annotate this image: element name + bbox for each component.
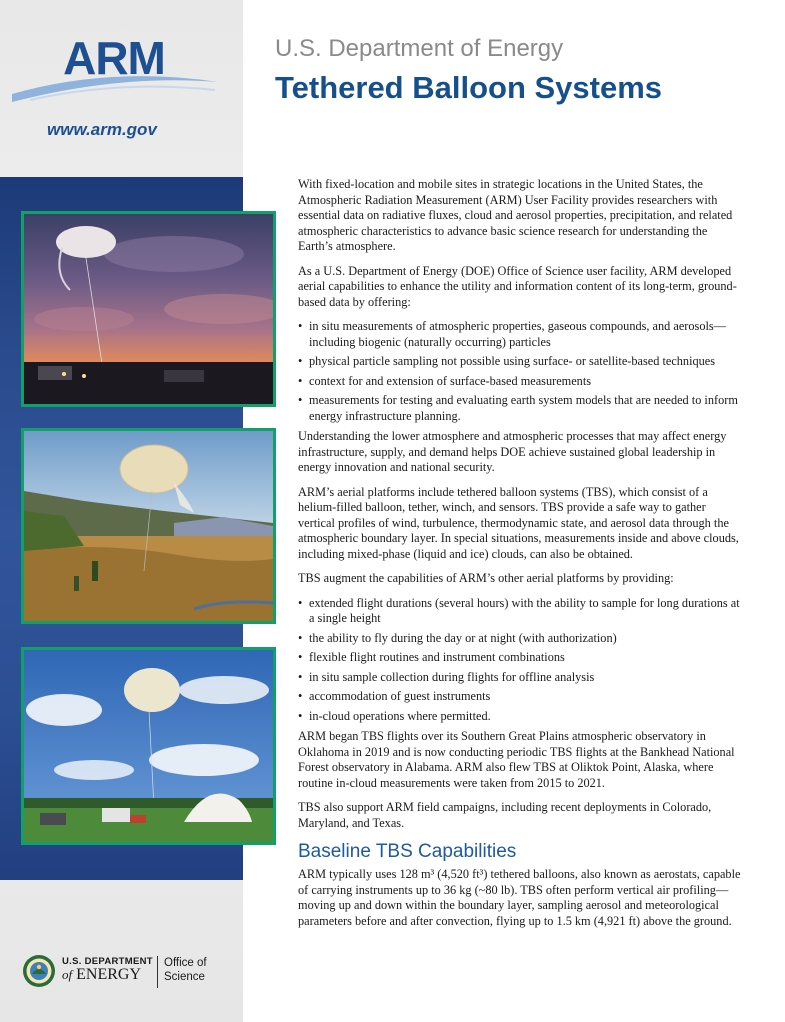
paragraph-doe-facility: As a U.S. Department of Energy (DOE) Office of Science user facility, ARM developed aerial capabilities to enhance the utility and information content of its long-term, ground-based data by offering: (298, 263, 737, 309)
list-item: • the ability to fly during the day or at night (with authorization) (298, 631, 744, 647)
list-item: • in-cloud operations where permitted. (298, 709, 744, 725)
photo-balloon-field (21, 647, 276, 845)
doe-line2 (62, 966, 141, 984)
office-line1: Office of (164, 957, 207, 969)
doe-line1: U.S. DEPARTMENT (62, 956, 153, 967)
photo-balloon-dusk (21, 211, 276, 407)
doe-seal-icon (22, 954, 56, 988)
doe-line2-main: ENERGY (76, 966, 142, 983)
intro-paragraph: With fixed-location and mobile sites in strategic locations in the United States, the Atmospheric Radiation Measurement (ARM) User Facility provides researchers with essential data on radiative fluxes, cloud and aerosol properties, precipitation, and related atmospheric characteristics to advance basic science research for understanding the Earth’s atmosphere. (298, 177, 733, 253)
paragraph-tbs-augment: TBS augment the capabilities of ARM’s other aerial platforms by providing: (298, 571, 674, 585)
office-of-science (164, 956, 207, 984)
list-item: • accommodation of guest instruments (298, 689, 744, 705)
list-item: • context for and extension of surface-based measurements (298, 374, 744, 390)
paragraph-baseline: ARM typically uses 128 m³ (4,520 ft³) tethered balloons, also known as aerostats, capable of carrying instruments up to 36 kg (~80 lb). TBS often perform vertical air profiling—moving up and down within the boundary layer, sampling aerosol and meteorological parameters before and after convection, flying up to 1.5 km (4,921 ft) above the ground. (298, 867, 741, 928)
logo-divider (157, 956, 158, 988)
arm-logo-text: ARM (63, 32, 165, 84)
list-aerial-capabilities (298, 319, 744, 424)
list-item: • measurements for testing and evaluating earth system models that are needed to inform energy infrastructure planning. (298, 393, 744, 424)
doe-office-of-science-logo (20, 948, 225, 996)
photo-balloon-meadow (21, 428, 276, 624)
paragraph-aerial-platforms: ARM’s aerial platforms include tethered balloon systems (TBS), which consist of a helium-filled balloon, tether, winch, and sensors. TBS provide a safe way to gather vertical profiles of wind, turbulence, thermodynamic state, and aerosol data through the atmospheric boundary layer. In special situations, measurements inside and above clouds, including mixed-phase (liquid and ice) clouds, can also be obtained. (298, 484, 739, 561)
list-tbs-capabilities (298, 596, 744, 725)
list-item: • physical particle sampling not possible using surface- or satellite-based techniques (298, 354, 744, 370)
main-content (298, 177, 744, 938)
list-item: • in situ measurements of atmospheric properties, gaseous compounds, and aerosols—including biogenic (naturally occurring) particles (298, 319, 744, 350)
office-line2: Science (164, 971, 205, 983)
list-item: • extended flight durations (several hours) with the ability to sample for long durations at a single height (298, 596, 744, 627)
paragraph-tbs-flights: ARM began TBS flights over its Southern Great Plains atmospheric observatory in Oklahoma in 2019 and is now conducting periodic TBS flights at the Bankhead National Forest observatory in Alabama. ARM also flew TBS at Oliktok Point, Alaska, where routine in-cloud measurements were taken from 2015 to 2021. (298, 729, 735, 790)
website-url[interactable]: www.arm.gov (47, 120, 157, 139)
list-item: • in situ sample collection during flights for offline analysis (298, 670, 744, 686)
paragraph-lower-atmosphere: Understanding the lower atmosphere and atmospheric processes that may affect energy infrastructure, supply, and demand helps DOE achieve sustained global leadership in energy innovation and national security. (298, 429, 727, 474)
paragraph-field-campaigns: TBS also support ARM field campaigns, including recent deployments in Colorado, Maryland, and Texas. (298, 800, 712, 830)
header-agency: U.S. Department of Energy (275, 35, 564, 62)
section-heading: Baseline TBS Capabilities (298, 841, 517, 862)
page-title: Tethered Balloon Systems (275, 70, 663, 105)
arm-logo (10, 30, 220, 106)
list-item: • flexible flight routines and instrument combinations (298, 650, 744, 666)
doe-line2-prefix: of (62, 967, 73, 982)
